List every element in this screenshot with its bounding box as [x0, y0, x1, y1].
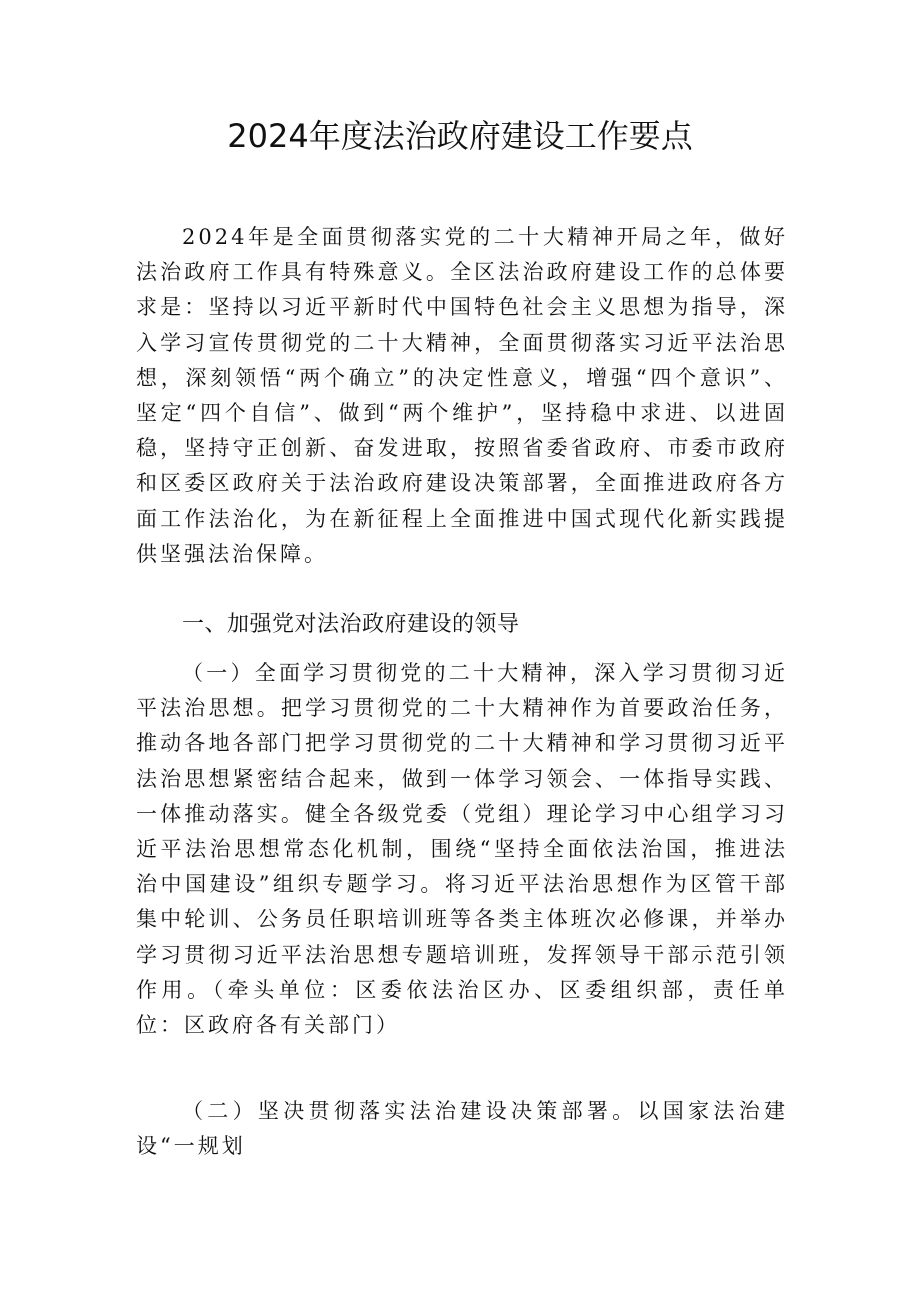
section1-item-2-paragraph: （二）坚决贯彻落实法治建设决策部署。以国家法治建设“一规划 [136, 1099, 788, 1159]
document-title: 2024年度法治政府建设工作要点 [227, 117, 693, 155]
intro-paragraph: 2024年是全面贯彻落实党的二十大精神开局之年，做好法治政府工作具有特殊意义。全区法治政府建设工作的总体要求是：坚持以习近平新时代中国特色社会主义思想为指导，深入学习宣传贯彻党的二十大精神，全面贯彻落实习近平法治思想，深刻领悟“两个确立”的决定性意义，增强“四个意识”、坚定“四个自信”、做到“两个维护”，坚持稳中求进、以进固稳，坚持守正创新、奋发进取，按照省委省政府、市委市政府和区委区政府关于法治政府建设决策部署，全面推进政府各方面工作法治化，为在新征程上全面推进中国式现代化新实践提供坚强法治保障。 [136, 225, 788, 566]
section1-item-1-paragraph: （一）全面学习贯彻党的二十大精神，深入学习贯彻习近平法治思想。把学习贯彻党的二十大精神作为首要政治任务，推动各地各部门把学习贯彻党的二十大精神和学习贯彻习近平法治思想紧密结合起来，做到一体学习领会、一体指导实践、一体推动落实。健全各级党委（党组）理论学习中心组学习习近平法治思想常态化机制，围绕“坚持全面依法治国，推进法治中国建设”组织专题学习。将习近平法治思想作为区管干部集中轮训、公务员任职培训班等各类主体班次必修课，并举办学习贯彻习近平法治思想专题培训班，发挥领导干部示范引领作用。（牵头单位：区委依法治区办、区委组织部，责任单位：区政府各有关部门） [136, 661, 788, 1038]
section-heading-1: 一、加强党对法治政府建设的领导 [182, 612, 520, 637]
